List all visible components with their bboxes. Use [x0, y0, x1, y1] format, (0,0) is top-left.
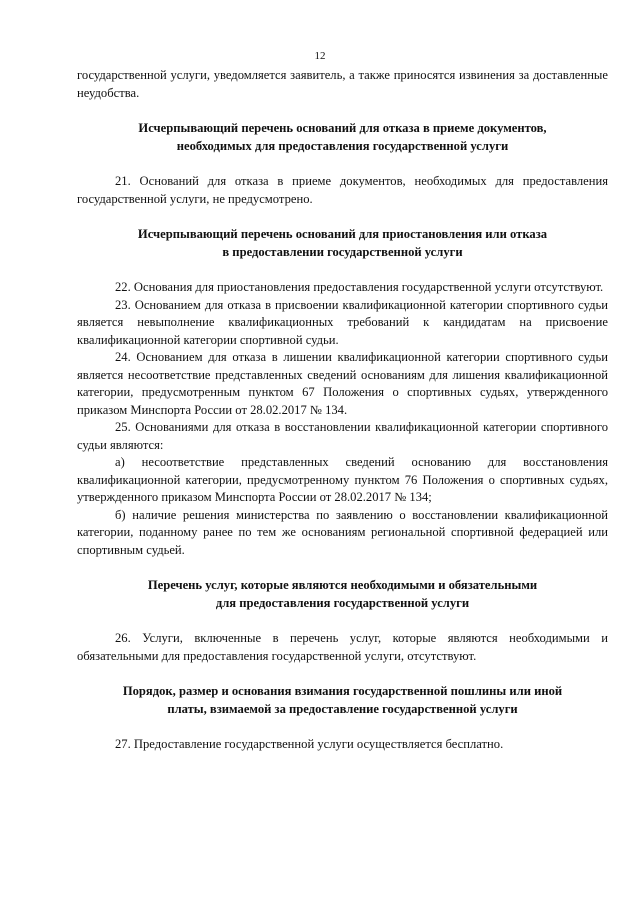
heading-line: платы, взимаемой за предоставление государственной услуги [167, 701, 518, 716]
paragraph-21: 21. Оснований для отказа в приеме документов, необходимых для предоставления государственной услуги, не предусмотрено. [77, 174, 608, 206]
paragraph-25a: а) несоответствие представленных сведений основанию для восстановления квалификационной категории, предусмотренному пунктом 76 Положения о спортивных судьях, утвержденного приказом Минспорта России от 28.02.2017 № 134; [77, 455, 608, 504]
section-heading-suspension [77, 226, 608, 261]
paragraph-25b: б) наличие решения министерства по заявлению о восстановлении квалификационной категории, поданному ранее по тем же основаниям региональной спортивной федерацией или спортивным судьей. [77, 507, 608, 557]
paragraph-22: 22. Основания для приостановления предоставления государственной услуги отсутствуют. [115, 280, 604, 294]
paragraph-27: 27. Предоставление государственной услуги осуществляется бесплатно. [115, 737, 504, 751]
page-content [77, 67, 608, 754]
heading-line: Порядок, размер и основания взимания государственной пошлины или иной [122, 684, 563, 698]
section-heading-fees [77, 683, 608, 718]
heading-line: для предоставления государственной услуги [215, 595, 470, 610]
section-heading-required-services [77, 577, 608, 612]
heading-line: в предоставлении государственной услуги [222, 244, 463, 259]
heading-line: Исчерпывающий перечень оснований для приостановления или отказа [137, 227, 548, 241]
paragraph-26: 26. Услуги, включенные в перечень услуг, которые являются необходимыми и обязательными для предоставления государственной услуги, отсутствуют. [77, 631, 608, 663]
paragraph-23: 23. Основанием для отказа в присвоении квалификационной категории спортивного судьи является невыполнение квалификационных требований к кандидатам на присвоение квалификационной категории спортивной судьи. [77, 297, 608, 347]
paragraph-25: 25. Основаниями для отказа в восстановлении квалификационной категории спортивного судьи являются: [77, 420, 608, 452]
section-heading-refusal-docs [77, 120, 608, 155]
heading-line: Исчерпывающий перечень оснований для отказа в приеме документов, [138, 121, 547, 135]
heading-line: необходимых для предоставления государственной услуги [176, 138, 509, 153]
page-number: 12 [314, 50, 326, 62]
intro-continuation: государственной услуги, уведомляется заявитель, а также приносятся извинения за доставленные неудобства. [77, 68, 608, 100]
heading-line: Перечень услуг, которые являются необходимыми и обязательными [147, 578, 538, 592]
paragraph-24: 24. Основанием для отказа в лишении квалификационной категории спортивного судьи является несоответствие представленных сведений основаниям для лишения квалификационной категории, предусмотренным пунктом 67 Положения о спортивных судьях, утвержденного приказом Минспорта России от 28.02.2017 № 134. [77, 350, 608, 417]
